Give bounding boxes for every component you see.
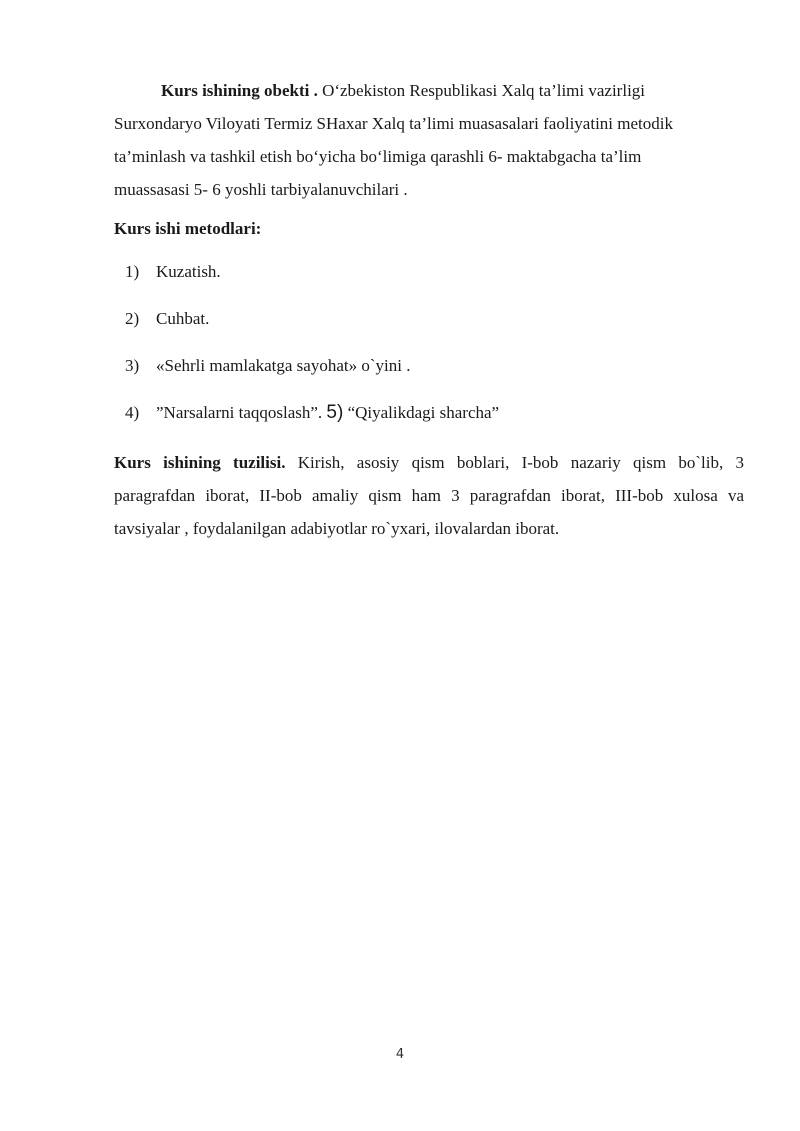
method-text: Cuhbat. <box>156 309 210 328</box>
object-line-1 <box>114 74 744 107</box>
structure-paragraph <box>114 446 744 545</box>
method-item <box>125 396 745 429</box>
methods-heading: Kurs ishi metodlari: <box>114 219 262 238</box>
object-text-1: O‘zbekiston Respublikasi Xalq ta’limi vazirligi <box>322 81 646 100</box>
structure-text-1: Kirish, asosiy qism boblari, I-bob nazariy qism bo`lib, 3 <box>285 453 744 472</box>
structure-line-3: tavsiyalar , foydalanilgan adabiyotlar ro`yxari, ilovalardan iborat. <box>114 519 560 538</box>
object-paragraph <box>114 74 744 206</box>
method-text: «Sehrli mamlakatga sayohat» o`yini . <box>156 356 411 375</box>
method-text: Kuzatish. <box>156 262 221 281</box>
method-text: ”Narsalarni taqqoslash”. <box>156 403 327 422</box>
method-item <box>125 255 745 288</box>
method-item <box>125 302 745 335</box>
object-line-4: muassasasi 5- 6 yoshli tarbiyalanuvchilari . <box>114 180 408 199</box>
structure-label: Kurs ishining tuzilisi. <box>114 453 286 472</box>
structure-line-2: paragrafdan iborat, II-bob amaliy qism ham 3 paragrafdan iborat, III-bob xulosa va <box>114 486 744 505</box>
structure-line-1 <box>114 446 744 479</box>
method-number: 1) <box>125 262 140 281</box>
method-item <box>125 349 745 382</box>
object-label: Kurs ishining obekti . <box>161 81 323 100</box>
method-number-inline: 5) <box>326 402 344 423</box>
page-number: 4 <box>395 1047 405 1062</box>
method-number: 2) <box>125 309 140 328</box>
object-line-3: ta’minlash va tashkil etish bo‘yicha bo‘limiga qarashli 6- maktabgacha ta’lim <box>114 147 642 166</box>
method-text-inline: “Qiyalikdagi sharcha” <box>343 403 500 422</box>
method-number: 4) <box>125 403 140 422</box>
method-number: 3) <box>125 356 140 375</box>
object-line-2: Surxondaryo Viloyati Termiz SHaxar Xalq ta’limi muasasalari faoliyatini metodik <box>114 114 673 133</box>
